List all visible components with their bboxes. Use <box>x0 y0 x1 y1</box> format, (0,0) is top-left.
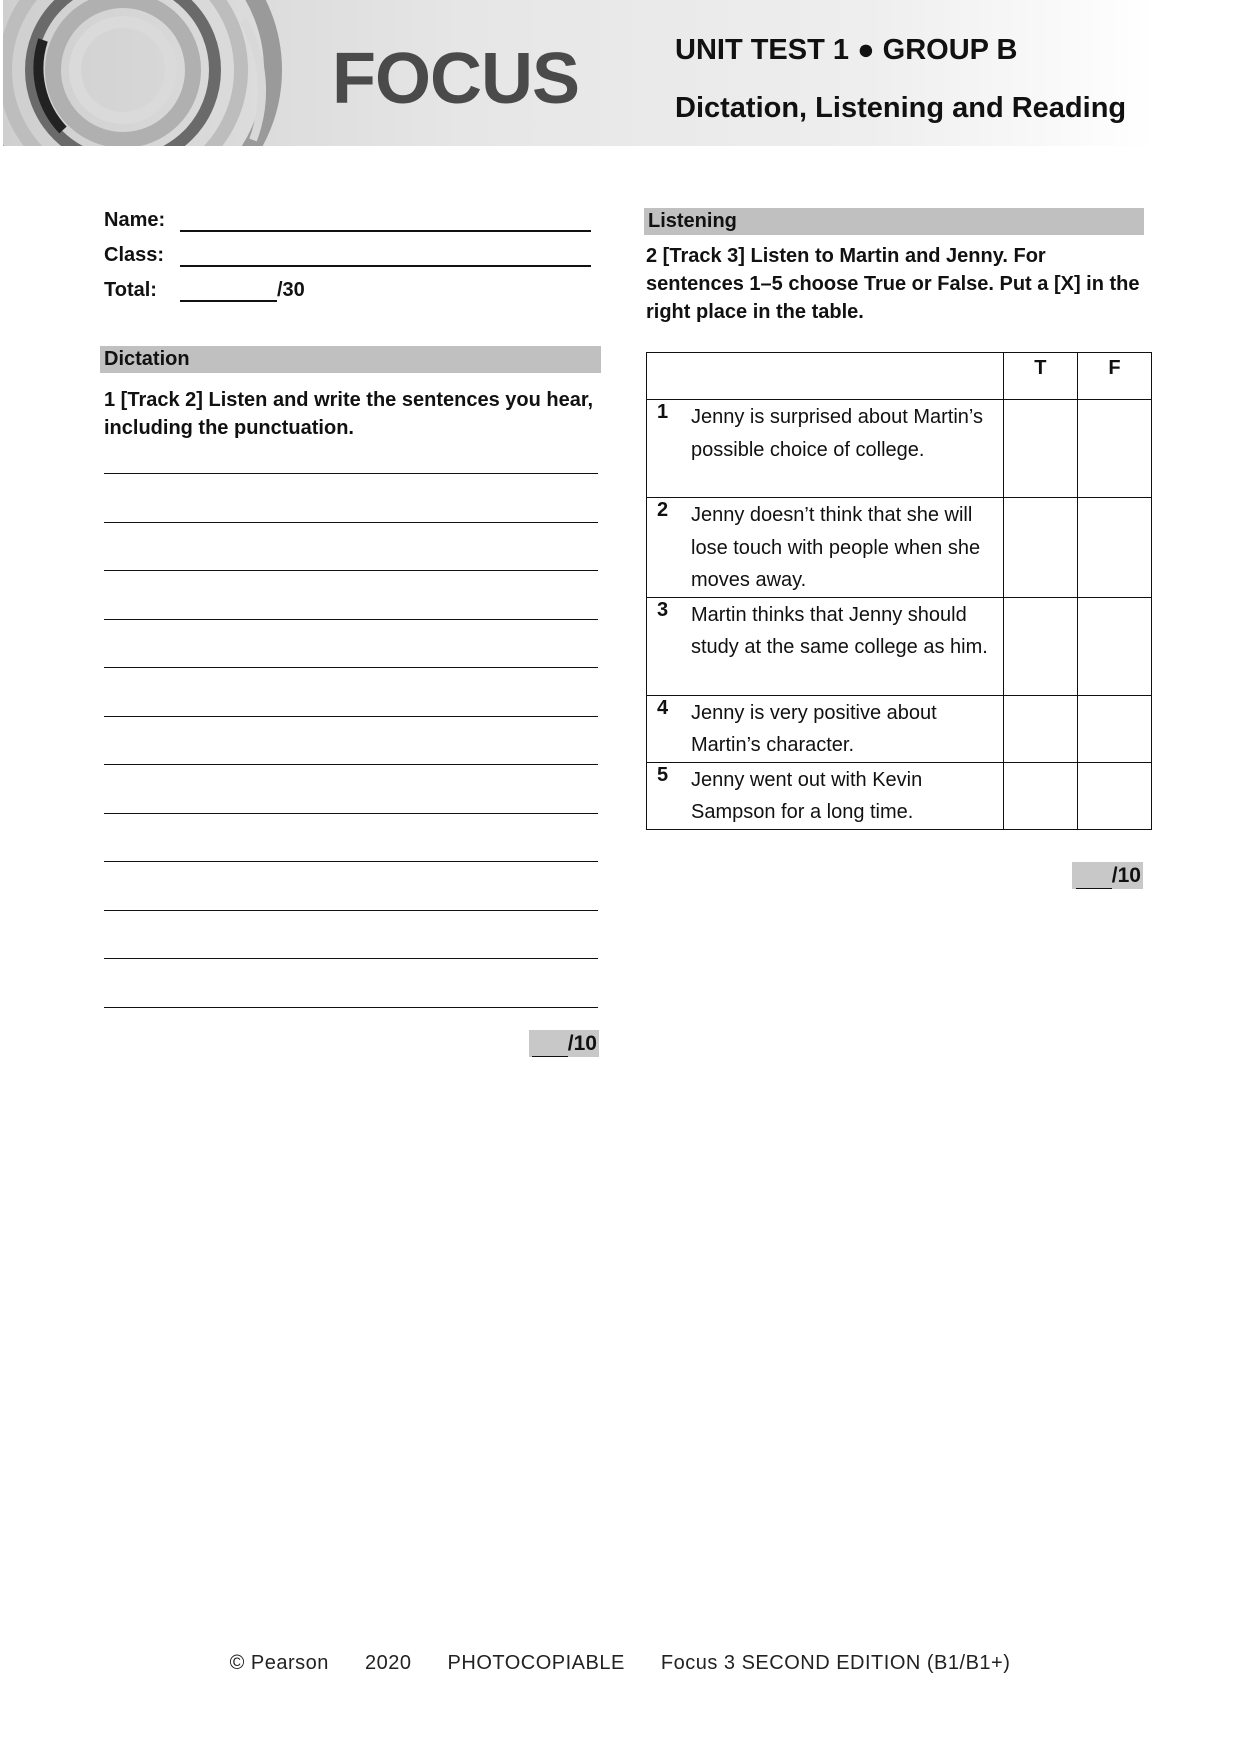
statement-text: Jenny doesn’t think that she will lose touch with people when she moves away. <box>691 504 981 591</box>
statement-cell <box>647 597 1004 695</box>
false-answer-cell[interactable] <box>1077 597 1151 695</box>
class-label: Class: <box>104 244 165 266</box>
answer-line[interactable] <box>104 813 598 814</box>
table-header-row <box>647 353 1152 400</box>
statement-number: 5 <box>657 763 669 786</box>
answer-line[interactable] <box>104 522 598 523</box>
answer-line[interactable] <box>104 473 598 474</box>
table-row <box>647 762 1152 829</box>
dictation-heading: Dictation <box>100 346 601 373</box>
edition-label: Focus 3 SECOND EDITION (B1/B1+) <box>660 1652 1011 1674</box>
class-field[interactable] <box>180 265 591 267</box>
listening-heading: Listening <box>644 208 1144 235</box>
answer-line[interactable] <box>104 861 598 862</box>
year: 2020 <box>364 1652 412 1674</box>
page-subtitle: Dictation, Listening and Reading <box>675 92 1127 124</box>
statement-text: Jenny went out with Kevin Sampson for a long time. <box>691 768 923 823</box>
page-title: UNIT TEST 1 ● GROUP B <box>675 34 1018 66</box>
statement-cell <box>647 695 1004 762</box>
photocopiable-label: PHOTOCOPIABLE <box>447 1652 625 1674</box>
dictation-instruction: 1 [Track 2] Listen and write the sentences you hear, including the punctuation. <box>104 389 594 439</box>
true-answer-cell[interactable] <box>1003 498 1077 598</box>
total-label: Total: <box>104 279 157 301</box>
total-max: /30 <box>277 279 305 301</box>
false-answer-cell[interactable] <box>1077 695 1151 762</box>
statement-cell <box>647 762 1004 829</box>
score-blank[interactable] <box>1076 870 1112 889</box>
name-label: Name: <box>104 209 166 231</box>
focus-logo-swirl-icon <box>3 0 323 146</box>
statement-text: Jenny is surprised about Martin’s possible choice of college. <box>691 406 983 461</box>
answer-line[interactable] <box>104 958 598 959</box>
false-answer-cell[interactable] <box>1077 498 1151 598</box>
brand-logo: FOCUS <box>332 39 579 119</box>
true-answer-cell[interactable] <box>1003 762 1077 829</box>
statement-number: 4 <box>657 696 669 719</box>
statement-text: Martin thinks that Jenny should study at the same college as him. <box>691 603 988 658</box>
dictation-score-box <box>529 1030 599 1057</box>
answer-line[interactable] <box>104 910 598 911</box>
statement-number: 3 <box>657 598 669 621</box>
true-answer-cell[interactable] <box>1003 597 1077 695</box>
statement-header <box>647 353 1004 400</box>
listening-instruction: 2 [Track 3] Listen to Martin and Jenny. For sentences 1–5 choose True or False. Put a [X] in the right place in the table. <box>646 245 1140 323</box>
table-row <box>647 498 1152 598</box>
table-row <box>647 400 1152 498</box>
statement-cell <box>647 400 1004 498</box>
answer-line[interactable] <box>104 570 598 571</box>
statement-text: Jenny is very positive about Martin’s character. <box>691 701 937 756</box>
answer-line[interactable] <box>104 1007 598 1008</box>
statement-number: 2 <box>657 499 669 521</box>
copyright: © Pearson <box>229 1652 329 1674</box>
score-blank[interactable] <box>532 1038 568 1057</box>
statement-number: 1 <box>657 401 669 423</box>
total-field[interactable] <box>180 300 277 302</box>
true-false-table <box>646 352 1152 830</box>
score-max: /10 <box>567 1032 597 1055</box>
score-max: /10 <box>1111 864 1141 887</box>
answer-line[interactable] <box>104 716 598 717</box>
footer <box>0 1652 1240 1675</box>
answer-line[interactable] <box>104 764 598 765</box>
true-answer-cell[interactable] <box>1003 695 1077 762</box>
answer-line[interactable] <box>104 667 598 668</box>
true-answer-cell[interactable] <box>1003 400 1077 498</box>
table-row <box>647 695 1152 762</box>
listening-score-box <box>1072 862 1143 889</box>
table-row <box>647 597 1152 695</box>
true-column-header: T <box>1003 353 1077 400</box>
statement-cell <box>647 498 1004 598</box>
false-answer-cell[interactable] <box>1077 762 1151 829</box>
false-answer-cell[interactable] <box>1077 400 1151 498</box>
name-field[interactable] <box>180 230 591 232</box>
false-column-header: F <box>1077 353 1151 400</box>
answer-line[interactable] <box>104 619 598 620</box>
